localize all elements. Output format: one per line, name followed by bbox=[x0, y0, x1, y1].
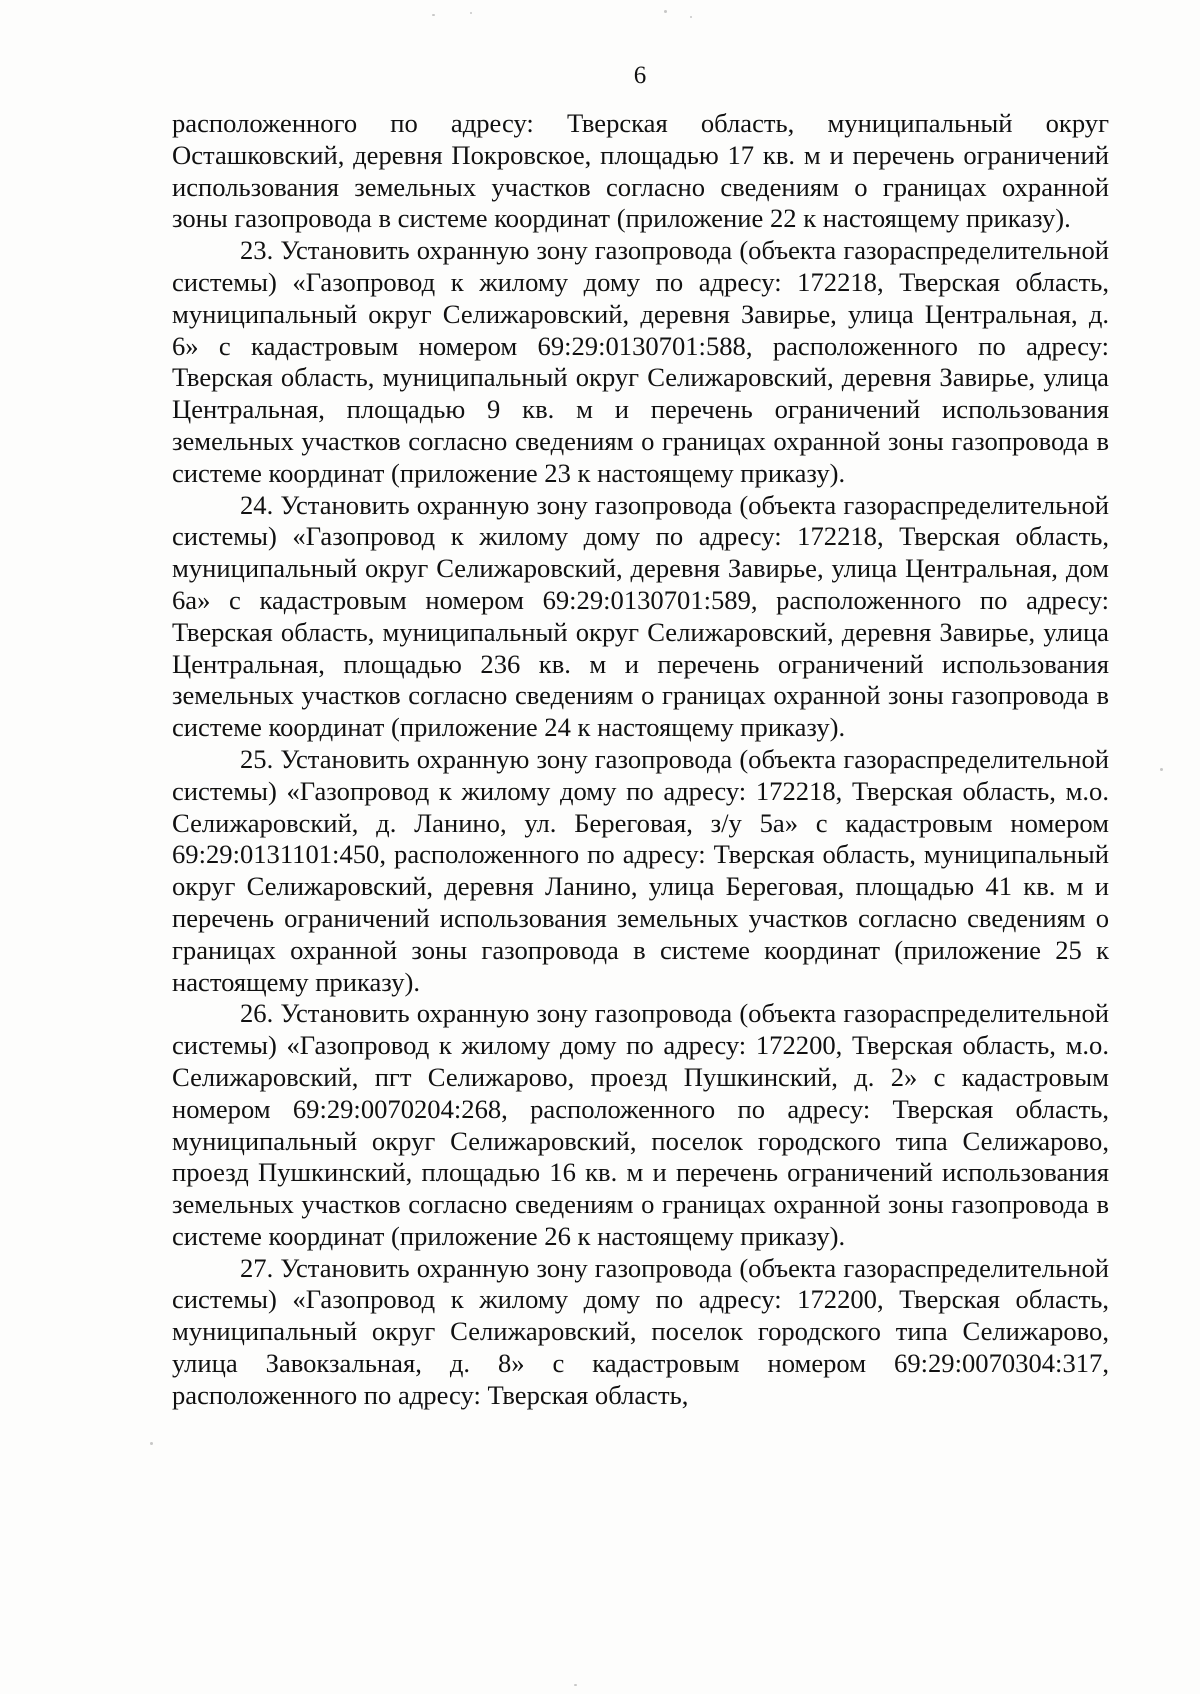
scan-speck bbox=[690, 16, 692, 18]
paragraph-item-27: 27. Установить охранную зону газопровода (объекта газораспределительной системы) «Газопровод к жилому дому по адресу: 172200, Тверская область, муниципальный округ Селижаровский, поселок городского типа Селижарово, улица Завокзальная, д. 8» с кадастровым номером 69:29:0070304:317, расположенного по адресу: Тверская область, bbox=[172, 1252, 1109, 1410]
page-number: 6 bbox=[633, 62, 647, 89]
document-body bbox=[172, 108, 1109, 1412]
paragraph-item-26: 26. Установить охранную зону газопровода (объекта газораспределительной системы) «Газопровод к жилому дому по адресу: 172200, Тверская область, м.о. Селижаровский, пгт Селижарово, проезд Пушкинский, д. 2» с кадастровым номером 69:29:0070204:268, расположенного по адресу: Тверская область, муниципальный округ Селижаровский, поселок городского типа Селижарово, проезд Пушкинский, площадью 16 кв. м и перечень ограничений использования земельных участков согласно сведениям о границах охранной зоны газопровода в системе координат (приложение 26 к настоящему приказу). bbox=[172, 998, 1109, 1251]
paragraph-item-24: 24. Установить охранную зону газопровода (объекта газораспределительной системы) «Газопровод к жилому дому по адресу: 172218, Тверская область, муниципальный округ Селижаровский, деревня Завирье, улица Центральная, дом 6а» с кадастровым номером 69:29:0130701:589, расположенного по адресу: Тверская область, муниципальный округ Селижаровский, деревня Завирье, улица Центральная, площадью 236 кв. м и перечень ограничений использования земельных участков согласно сведениям о границах охранной зоны газопровода в системе координат (приложение 24 к настоящему приказу). bbox=[172, 489, 1109, 743]
scan-speck bbox=[432, 14, 435, 16]
paragraph-item-25: 25. Установить охранную зону газопровода (объекта газораспределительной системы) «Газопровод к жилому дому по адресу: 172218, Тверская область, м.о. Селижаровский, д. Ланино, ул. Береговая, з/у 5а» с кадастровым номером 69:29:0131101:450, расположенного по адресу: Тверская область, муниципальный округ Селижаровский, деревня Ланино, улица Береговая, площадью 41 кв. м и перечень ограничений использования земельных участков согласно сведениям о границах охранной зоны газопровода в системе координат (приложение 25 к настоящему приказу). bbox=[172, 743, 1109, 997]
scan-speck bbox=[574, 1684, 577, 1686]
paragraph-continuation: расположенного по адресу: Тверская область, муниципальный округ Осташковский, деревня Покровское, площадью 17 кв. м и перечень ограничений использования земельных участков согласно сведениям о границах охранной зоны газопровода в системе координат (приложение 22 к настоящему приказу). bbox=[172, 108, 1109, 234]
scan-speck bbox=[1160, 768, 1163, 771]
paragraph-item-23: 23. Установить охранную зону газопровода (объекта газораспределительной системы) «Газопровод к жилому дому по адресу: 172218, Тверская область, муниципальный округ Селижаровский, деревня Завирье, улица Центральная, д. 6» с кадастровым номером 69:29:0130701:588, расположенного по адресу: Тверская область, муниципальный округ Селижаровский, деревня Завирье, улица Центральная, площадью 9 кв. м и перечень ограничений использования земельных участков согласно сведениям о границах охранной зоны газопровода в системе координат (приложение 23 к настоящему приказу). bbox=[172, 235, 1109, 488]
scan-speck bbox=[150, 1442, 153, 1445]
scan-speck bbox=[470, 12, 472, 14]
scan-speck bbox=[664, 10, 667, 13]
